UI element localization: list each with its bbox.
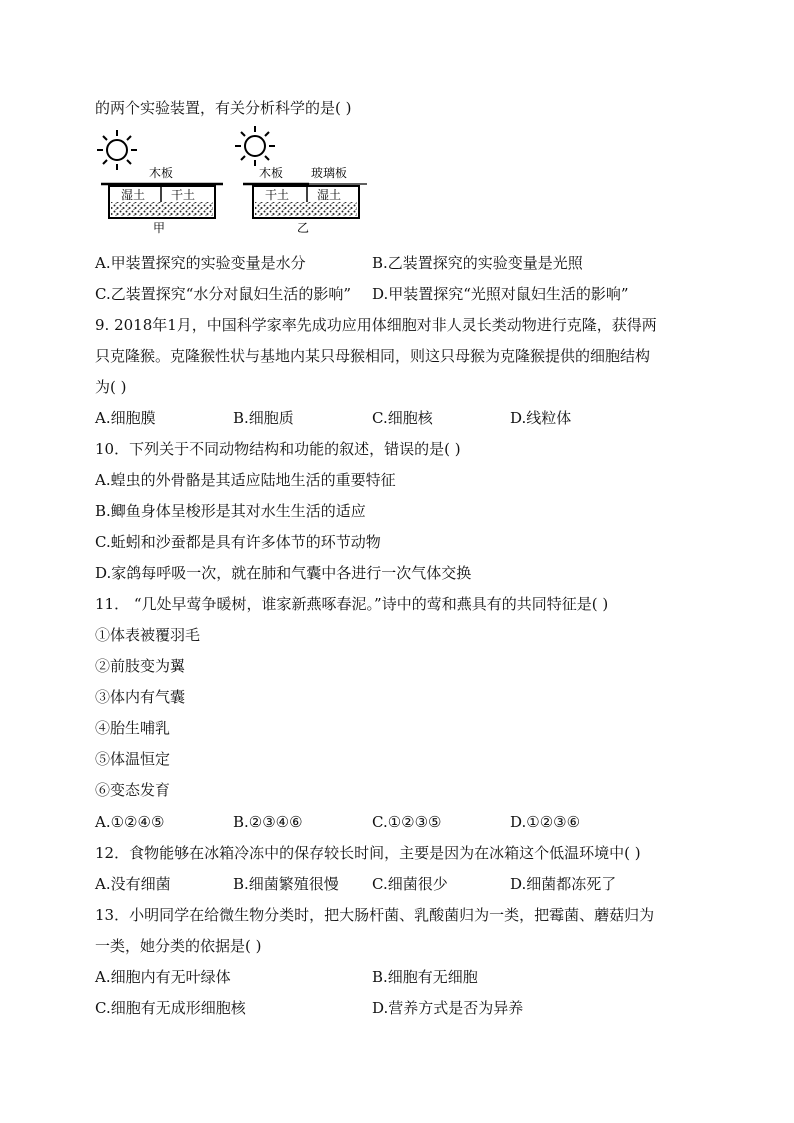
q10-option-a: A.蝗虫的外骨骼是其适应陆地生活的重要特征 xyxy=(95,471,396,489)
apparatus-jia xyxy=(101,165,223,235)
sun-icon xyxy=(97,130,137,170)
yi-glass-label: 玻璃板 xyxy=(311,166,348,180)
q11-item-3: ③体内有气囊 xyxy=(95,688,186,706)
jia-wet-label: 湿土 xyxy=(121,188,146,202)
q13-option-a: A.细胞内有无叶绿体 xyxy=(95,968,231,986)
q11-option-c: C.①②③⑤ xyxy=(372,813,442,831)
yi-dry-label: 干土 xyxy=(265,188,290,202)
q12-option-c: C.细菌很少 xyxy=(372,875,448,893)
apparatus-yi xyxy=(243,165,367,235)
q12-option-d: D.细菌都冻死了 xyxy=(510,875,617,893)
q8-option-c: C.乙装置探究“水分对鼠妇生活的影响” xyxy=(95,285,352,303)
q13-stem-line-2: 一类，她分类的依据是( ) xyxy=(95,937,262,955)
q9-stem-line-3: 为( ) xyxy=(95,378,127,396)
q9-stem-line-1: 9. 2018年1月，中国科学家率先成功应用体细胞对非人灵长类动物进行克隆，获得两 xyxy=(95,316,657,334)
q11-item-2: ②前肢变为翼 xyxy=(95,657,186,675)
q11-item-1: ①体表被覆羽毛 xyxy=(95,626,201,644)
q10-option-c: C.蚯蚓和沙蚕都是具有许多体节的环节动物 xyxy=(95,533,381,551)
yi-board-label: 木板 xyxy=(259,166,284,180)
q11-option-d: D.①②③⑥ xyxy=(510,813,581,831)
q13-option-c: C.细胞有无成形细胞核 xyxy=(95,999,246,1017)
jia-dry-label: 干土 xyxy=(171,188,196,202)
q8-stem: 的两个实验装置，有关分析科学的是( ) xyxy=(95,99,352,117)
jia-board-label: 木板 xyxy=(149,166,174,180)
q11-option-b: B.②③④⑥ xyxy=(233,813,303,831)
q11-item-5: ⑤体温恒定 xyxy=(95,750,171,768)
yi-label: 乙 xyxy=(297,221,310,235)
q12-option-a: A.没有细菌 xyxy=(95,875,171,893)
experiment-figure xyxy=(95,126,385,238)
q12-option-b: B.细菌繁殖很慢 xyxy=(233,875,339,893)
sun-icon xyxy=(235,126,275,166)
q9-option-b: B.细胞质 xyxy=(233,409,294,427)
jia-label: 甲 xyxy=(153,221,166,235)
yi-wet-label: 湿土 xyxy=(317,188,342,202)
q11-option-a: A.①②④⑤ xyxy=(95,813,165,831)
q9-stem-line-2: 只克隆猴。克隆猴性状与基地内某只母猴相同，则这只母猴为克隆猴提供的细胞结构 xyxy=(95,347,651,365)
q8-option-d: D.甲装置探究“光照对鼠妇生活的影响” xyxy=(372,285,629,303)
q8-option-b: B.乙装置探究的实验变量是光照 xyxy=(372,254,583,272)
q13-option-b: B.细胞有无细胞 xyxy=(372,968,478,986)
q10-option-b: B.鲫鱼身体呈梭形是其对水生生活的适应 xyxy=(95,502,366,520)
q10-option-d: D.家鸽每呼吸一次，就在肺和气囊中各进行一次气体交换 xyxy=(95,564,472,582)
q8-option-a: A.甲装置探究的实验变量是水分 xyxy=(95,254,306,272)
experiment-diagram xyxy=(95,126,385,238)
q13-stem-line-1: 13．小明同学在给微生物分类时，把大肠杆菌、乳酸菌归为一类，把霉菌、蘑菇归为 xyxy=(95,906,655,924)
q9-option-c: C.细胞核 xyxy=(372,409,433,427)
q9-option-a: A.细胞膜 xyxy=(95,409,156,427)
q11-item-4: ④胎生哺乳 xyxy=(95,719,171,737)
q10-stem: 10．下列关于不同动物结构和功能的叙述，错误的是( ) xyxy=(95,440,461,458)
q13-option-d: D.营养方式是否为异养 xyxy=(372,999,524,1017)
q12-stem: 12．食物能够在冰箱冷冻中的保存较长时间，主要是因为在冰箱这个低温环境中( ) xyxy=(95,844,641,862)
q11-stem: 11． “几处早莺争暖树，谁家新燕啄春泥。”诗中的莺和燕具有的共同特征是( ) xyxy=(95,595,609,613)
q11-item-6: ⑥变态发育 xyxy=(95,781,171,799)
q9-option-d: D.线粒体 xyxy=(510,409,572,427)
